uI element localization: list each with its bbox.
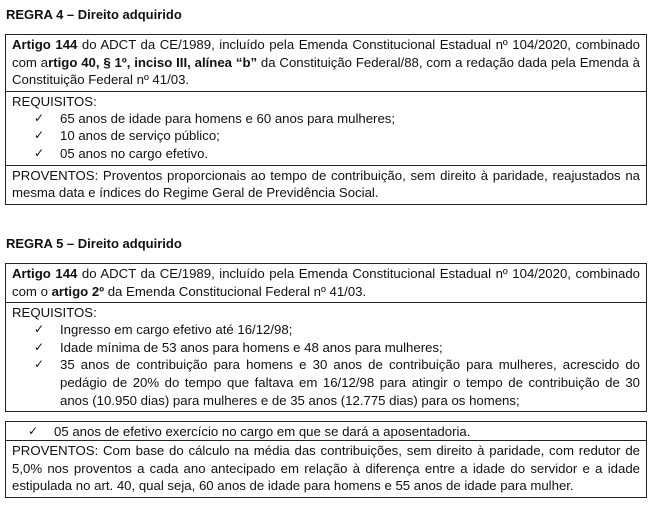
- rule5-extra-requirement: 05 anos de efetivo exercício no cargo em que se dará a aposentadoria.: [54, 424, 471, 439]
- list-item: [12, 339, 640, 357]
- rule4-requirements: [6, 92, 646, 166]
- check-icon: ✓: [34, 322, 45, 337]
- rule5-box: [5, 263, 647, 412]
- rule5-proventos-box: [5, 440, 647, 498]
- list-item: [12, 127, 640, 145]
- rule4-requirement-3: 05 anos no cargo efetivo.: [60, 145, 209, 161]
- list-item: [12, 321, 640, 339]
- rule5-requirement-1: Ingresso em cargo efetivo até 16/12/98;: [60, 322, 293, 338]
- rule5-requirement-2: Idade mínima de 53 anos para homens e 48 anos para mulheres;: [60, 339, 443, 355]
- rule4-requirements-label: REQUISITOS:: [12, 93, 97, 109]
- check-icon: ✓: [34, 128, 45, 143]
- rule5-requirement-3: 35 anos de contribuição para homens e 30 anos de contribuição para mulheres, acrescido do pedágio de 20% do tempo que faltava em 16/12/98 para atingir o tempo de contribuição de 30 anos (10.950 dias) para mulheres e de 35 anos (12.775 dias) para os homens;: [60, 357, 640, 408]
- check-icon: ✓: [28, 424, 39, 438]
- list-item: [12, 145, 640, 163]
- rule4-requirement-2: 10 anos de serviço público;: [60, 128, 220, 144]
- rule5-requirements-label: REQUISITOS:: [12, 305, 97, 321]
- check-icon: ✓: [34, 110, 45, 125]
- rule4-article-ref: Artigo 144: [12, 37, 78, 52]
- list-item: [12, 356, 640, 409]
- rule5-article-ref-2: artigo 2º: [51, 283, 105, 299]
- list-item: [12, 110, 640, 128]
- check-icon: ✓: [34, 339, 45, 354]
- rule4-article-text-1: do ADCT da CE/1989, incluído pela Emenda Constitucional Estadual nº 104/2020, combinado com a: [12, 37, 640, 70]
- rule4-article-ref-2: rtigo 40, § 1º, inciso III, alínea “b”: [48, 54, 258, 70]
- rule5-article: [6, 264, 646, 303]
- check-icon: ✓: [34, 357, 45, 372]
- rule5-article-text-1: do ADCT da CE/1989, incluído pela Emenda Constitucional Estadual nº 104/2020, combinado com o: [12, 266, 640, 299]
- rule5-requirements: [6, 303, 646, 411]
- list-item: [6, 423, 640, 441]
- rule5-article-ref: Artigo 144: [12, 266, 78, 281]
- rule4-requirement-1: 65 anos de idade para homens e 60 anos para mulheres;: [60, 110, 396, 126]
- rule4-box: [5, 34, 647, 205]
- rule4-article: [6, 35, 646, 92]
- check-icon: ✓: [34, 145, 45, 160]
- rule4-article-text-2: da Constituição Federal/88, com a redação dada pela Emenda à Constituição Federal nº 41/03.: [12, 54, 640, 88]
- rule5-title: REGRA 5 – Direito adquirido: [6, 236, 182, 251]
- rule4-proventos: PROVENTOS: Proventos proporcionais ao tempo de contribuição, sem direito à paridade, reajustados na mesma data e índices do Regime Geral de Previdência Social.: [12, 167, 640, 201]
- rule4-title: REGRA 4 – Direito adquirido: [6, 7, 182, 22]
- rule5-article-text-2: da Emenda Constitucional Federal nº 41/03.: [104, 283, 367, 299]
- rule5-proventos: PROVENTOS: Com base do cálculo na média das contribuições, sem direito à paridade, com redutor de 5,0% nos proventos a cada ano antecipado em relação à diferença entre a idade do servidor e a idade estipulada no art. 40, qual seja, 60 anos de idade para homens e 55 anos de idade para mulher.: [12, 443, 640, 494]
